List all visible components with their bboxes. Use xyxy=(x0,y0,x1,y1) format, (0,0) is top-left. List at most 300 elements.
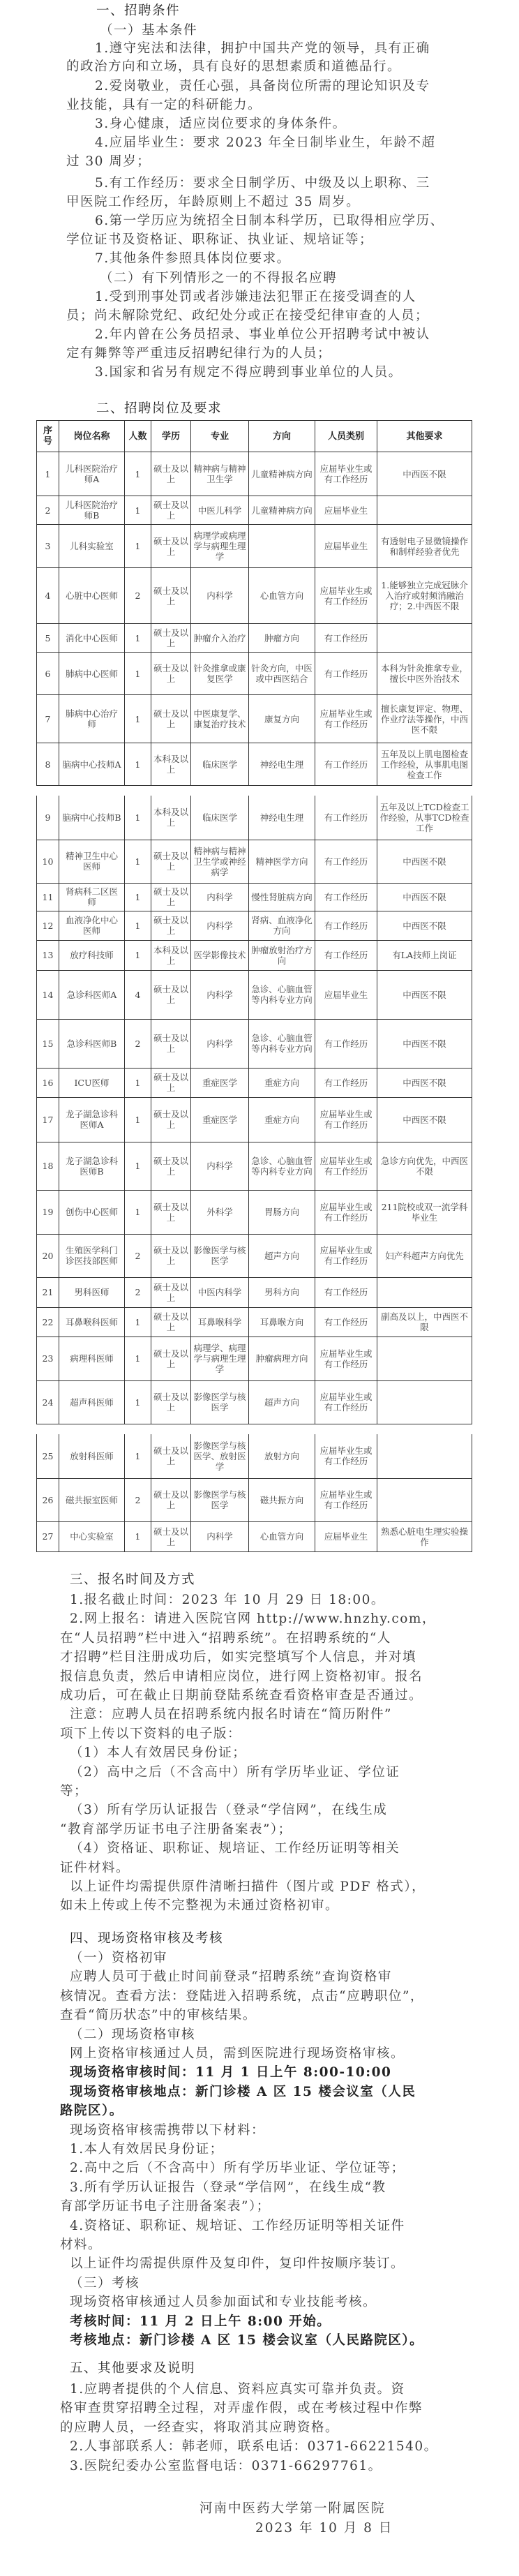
s4-line: 路院区）。 xyxy=(60,2104,123,2119)
cell: 儿科实验室 xyxy=(59,525,125,568)
cell: 2 xyxy=(125,1277,151,1307)
cell: 急诊方向优先，中西医不限 xyxy=(377,1142,472,1190)
cell: 应届毕业生或有工作经历 xyxy=(315,1337,377,1380)
cell: 1 xyxy=(125,452,151,496)
cell: 超声科医师 xyxy=(59,1380,125,1424)
table-row xyxy=(37,1478,472,1521)
header-position: 岗位名称 xyxy=(59,421,125,452)
table-row xyxy=(37,1097,472,1142)
cell: 21 xyxy=(37,1277,59,1307)
cell: 硕士及以上 xyxy=(151,653,191,695)
cell: 精神卫生中心医师 xyxy=(59,840,125,883)
table-row xyxy=(37,970,472,1019)
cell: 应届毕业生 xyxy=(315,1521,377,1551)
cell: 硕士及以上 xyxy=(151,1190,191,1234)
jobs-table-part3 xyxy=(36,1434,472,1552)
s4-line: 现场资格审核通过人员参加面试和专业技能考核。 xyxy=(70,2295,377,2310)
cell: 针灸推拿或康复医学 xyxy=(191,653,249,695)
cell: 中西医不限 xyxy=(377,452,472,496)
s5-line: 2.人事部联系人：韩老师，联系电话：0371-66221540。 xyxy=(70,2439,438,2455)
cell: 急诊科医师A xyxy=(59,970,125,1019)
s4-line: 网上资格审核通过人员，需到医院进行现场资格审核。 xyxy=(70,2046,405,2061)
cell: 放疗科技师 xyxy=(59,940,125,970)
cell: 中西医不限 xyxy=(377,911,472,940)
cell: 硕士及以上 xyxy=(151,1307,191,1337)
cell: 中西医不限 xyxy=(377,970,472,1019)
cell: 重症方向 xyxy=(249,1097,315,1142)
s1b-item2-l1: 2.年内曾在公务员招录、事业单位公开招聘考试中被认 xyxy=(95,327,430,342)
cell: 1 xyxy=(125,496,151,525)
s4-line: 育部学历证书电子注册备案表”）； xyxy=(60,2199,271,2214)
cell: 临床医学 xyxy=(191,743,249,786)
cell: 1 xyxy=(125,1521,151,1551)
cell: 放射科医师 xyxy=(59,1434,125,1478)
cell: 临床医学 xyxy=(191,796,249,840)
cell: 硕士及以上 xyxy=(151,568,191,624)
s1-item6-l2: 学位证书及资格证、职称证、执业证、规培证等； xyxy=(66,232,374,247)
cell: 应届毕业生或有工作经历 xyxy=(315,1234,377,1277)
cell: 应届毕业生 xyxy=(315,970,377,1019)
cell: 1.能够独立完成冠脉介入治疗或射频消融治疗；2.中西医不限 xyxy=(377,568,472,624)
table-row xyxy=(37,452,472,496)
cell: 1 xyxy=(37,452,59,496)
cell: 5 xyxy=(37,624,59,653)
s3-line: （4）资格证、职称证、规培证、工作经历证明等相关 xyxy=(70,1841,400,1856)
cell: 内科学 xyxy=(191,883,249,911)
s3-line: 证件材料。 xyxy=(60,1860,130,1875)
section-3-title: 三、报名时间及方式 xyxy=(70,1572,196,1587)
cell: 磁共振室医师 xyxy=(59,1478,125,1521)
cell: 重症医学 xyxy=(191,1068,249,1097)
cell: 病理学或病理学与病理生理学 xyxy=(191,525,249,568)
cell: 11 xyxy=(37,883,59,911)
cell: 龙子湖急诊科医师B xyxy=(59,1142,125,1190)
cell: 1 xyxy=(125,1142,151,1190)
cell: 1 xyxy=(125,1337,151,1380)
cell: 放射方向 xyxy=(249,1434,315,1478)
s3-line: 注意：应聘人员在招聘系统内报名时请在“简历附件” xyxy=(70,1707,392,1722)
cell: 影像医学与核医学 xyxy=(191,1234,249,1277)
section-5-title: 五、其他要求及说明 xyxy=(70,2361,196,2376)
header-count: 人数 xyxy=(125,421,151,452)
cell: 儿科医院治疗师B xyxy=(59,496,125,525)
cell: 急诊、心脑血管等内科专业方向 xyxy=(249,1142,315,1190)
header-category: 人员类别 xyxy=(315,421,377,452)
s4-line: （二）现场资格审核 xyxy=(70,2027,196,2042)
cell: 17 xyxy=(37,1097,59,1142)
s4-line: 考核地点：新门诊楼 A 区 15 楼会议室（人民路院区）。 xyxy=(70,2333,424,2348)
cell: 硕士及以上 xyxy=(151,1142,191,1190)
table-row xyxy=(37,1380,472,1424)
cell: 耳鼻喉科学 xyxy=(191,1307,249,1337)
s1-item1-l1: 1.遵守宪法和法律，拥护中国共产党的领导，具有正确 xyxy=(95,41,430,56)
s5-line: 的应聘人员，一经查实，将取消其应聘资格。 xyxy=(60,2420,340,2435)
cell: 25 xyxy=(37,1434,59,1478)
s1-item5-l2: 甲医院工作经历，年龄原则上不超过 35 周岁。 xyxy=(66,195,361,209)
cell: 血液净化中心医师 xyxy=(59,911,125,940)
cell xyxy=(377,1380,472,1424)
cell: 外科学 xyxy=(191,1190,249,1234)
cell xyxy=(377,496,472,525)
cell: 病理科医师 xyxy=(59,1337,125,1380)
cell: 硕士及以上 xyxy=(151,1478,191,1521)
cell: 硕士及以上 xyxy=(151,1068,191,1097)
cell: 内科学 xyxy=(191,568,249,624)
s4-line: 查看“简历状态”中的审核结果。 xyxy=(60,2008,257,2023)
cell: 10 xyxy=(37,840,59,883)
table-row xyxy=(37,496,472,525)
cell: 慢性肾脏病方向 xyxy=(249,883,315,911)
cell: 中西医不限 xyxy=(377,840,472,883)
cell: 有工作经历 xyxy=(315,1068,377,1097)
cell: 有LA技师上岗证 xyxy=(377,940,472,970)
table-row xyxy=(37,883,472,911)
s3-line: 等； xyxy=(60,1784,89,1799)
s5-line: 1.应聘者提供的个人信息、资料应真实可靠并负责。资 xyxy=(70,2382,405,2397)
cell: 有工作经历 xyxy=(315,911,377,940)
cell: 儿童精神病方向 xyxy=(249,496,315,525)
cell: 2 xyxy=(125,1234,151,1277)
signature-org: 河南中医药大学第一附属医院 xyxy=(200,2501,386,2516)
cell: 擅长康复评定、物理、作业疗法等操作，中西医不限 xyxy=(377,695,472,743)
table-row xyxy=(37,1277,472,1307)
s1-item2-l1: 2.爱岗敬业，责任心强，具备岗位所需的理论知识及专 xyxy=(95,79,430,94)
cell: 重症医学 xyxy=(191,1097,249,1142)
cell: 1 xyxy=(125,940,151,970)
cell: 耳鼻喉方向 xyxy=(249,1307,315,1337)
s1-item4-l2: 过 30 周岁； xyxy=(66,154,151,169)
cell: 有透射电子显微镜操作和制样经验者优先 xyxy=(377,525,472,568)
cell: 应届毕业生或有工作经历 xyxy=(315,1142,377,1190)
s5-line: 3.医院纪委办公室监督电话：0371-66297761。 xyxy=(70,2458,382,2473)
cell: 肿瘤放射治疗方向 xyxy=(249,940,315,970)
cell xyxy=(377,1478,472,1521)
s1-item4-l1: 4.应届毕业生：要求 2023 年全日制毕业生，年龄不超 xyxy=(95,135,436,150)
cell: 神经电生理 xyxy=(249,743,315,786)
cell: 硕士及以上 xyxy=(151,970,191,1019)
cell xyxy=(377,1434,472,1478)
table-row xyxy=(37,796,472,840)
s3-line: （3）所有学历认证报告（登录“学信网”，在线生成 xyxy=(70,1803,388,1818)
s1-item7: 7.其他条件参照具体岗位要求。 xyxy=(95,251,291,266)
cell: 耳鼻喉科医师 xyxy=(59,1307,125,1337)
cell: 16 xyxy=(37,1068,59,1097)
cell: 内科学 xyxy=(191,1142,249,1190)
jobs-table-part1 xyxy=(36,420,472,786)
cell: 重症方向 xyxy=(249,1068,315,1097)
cell: 18 xyxy=(37,1142,59,1190)
cell: 儿科医院治疗师A xyxy=(59,452,125,496)
cell: 有工作经历 xyxy=(315,1277,377,1307)
table-row xyxy=(37,1337,472,1380)
cell: 中心实验室 xyxy=(59,1521,125,1551)
cell: 本科及以上 xyxy=(151,940,191,970)
cell: 硕士及以上 xyxy=(151,624,191,653)
cell: 五年及以上肌电图检查工作经验，从事肌电图检查工作 xyxy=(377,743,472,786)
s1b-item2-l2: 定有舞弊等严重违反招聘纪律行为的人员； xyxy=(66,346,332,361)
cell: 有工作经历 xyxy=(315,796,377,840)
cell: 本科为针灸推拿专业，擅长中医外治技术 xyxy=(377,653,472,695)
cell: 8 xyxy=(37,743,59,786)
cell: 本科及以上 xyxy=(151,796,191,840)
cell: 神经电生理 xyxy=(249,796,315,840)
section-1-sub2-title: （二）有下列情形之一的不得报名应聘 xyxy=(100,271,338,285)
table-header-row xyxy=(37,421,472,452)
cell: 2 xyxy=(37,496,59,525)
cell: 1 xyxy=(125,624,151,653)
cell: 19 xyxy=(37,1190,59,1234)
table-row xyxy=(37,653,472,695)
header-seq: 序号 xyxy=(37,421,59,452)
cell: 211院校或双一流学科毕业生 xyxy=(377,1190,472,1234)
cell: 急诊科医师B xyxy=(59,1019,125,1068)
table-row xyxy=(37,1142,472,1190)
s3-line: 才招聘”栏目注册成功后，如实完整填写个人信息，并对填 xyxy=(60,1650,416,1665)
s4-line: 材料。 xyxy=(60,2238,103,2252)
signature-date: 2023 年 10 月 8 日 xyxy=(255,2521,393,2536)
cell: 22 xyxy=(37,1307,59,1337)
cell: 硕士及以上 xyxy=(151,1277,191,1307)
cell: 硕士及以上 xyxy=(151,1234,191,1277)
s4-line: 现场资格审核地点：新门诊楼 A 区 15 楼会议室（人民 xyxy=(70,2084,416,2099)
cell: 超声方向 xyxy=(249,1380,315,1424)
cell: 病理学、病理学与病理生理学 xyxy=(191,1337,249,1380)
section-1-sub1-title: （一）基本条件 xyxy=(100,23,198,38)
cell: 心血管方向 xyxy=(249,568,315,624)
cell: 精神病与精神卫生学 xyxy=(191,452,249,496)
cell: 胃肠方向 xyxy=(249,1190,315,1234)
cell: 中西医不限 xyxy=(377,1068,472,1097)
cell: 应届毕业生或有工作经历 xyxy=(315,1478,377,1521)
table-row xyxy=(37,624,472,653)
cell: 男科方向 xyxy=(249,1277,315,1307)
cell: 应届毕业生 xyxy=(315,525,377,568)
cell: 1 xyxy=(125,1097,151,1142)
s4-line: （一）资格初审 xyxy=(70,1951,168,1965)
s3-line: 成功后，可在截止日期前登陆系统查看资格审查是否通过。 xyxy=(60,1688,423,1703)
table-row xyxy=(37,1019,472,1068)
header-other: 其他要求 xyxy=(377,421,472,452)
cell: 中西医不限 xyxy=(377,883,472,911)
cell: 14 xyxy=(37,970,59,1019)
cell: 心脏中心医师 xyxy=(59,568,125,624)
cell: 12 xyxy=(37,911,59,940)
cell: 内科学 xyxy=(191,1019,249,1068)
cell: 肿瘤介入治疗 xyxy=(191,624,249,653)
cell: 7 xyxy=(37,695,59,743)
table-row xyxy=(37,695,472,743)
cell: 消化中心医师 xyxy=(59,624,125,653)
cell: 硕士及以上 xyxy=(151,840,191,883)
cell: 6 xyxy=(37,653,59,695)
table-row xyxy=(37,1434,472,1478)
cell xyxy=(249,525,315,568)
cell: 有工作经历 xyxy=(315,883,377,911)
cell: 1 xyxy=(125,1307,151,1337)
cell: 内科学 xyxy=(191,911,249,940)
cell: 中西医不限 xyxy=(377,1097,472,1142)
cell: 1 xyxy=(125,653,151,695)
cell: 中医康复学、康复治疗技术 xyxy=(191,695,249,743)
table-row xyxy=(37,911,472,940)
table-row xyxy=(37,525,472,568)
cell: 肾病、血液净化方向 xyxy=(249,911,315,940)
cell: 硕士及以上 xyxy=(151,1521,191,1551)
s3-line: 以上证件均需提供原件清晰扫描件（图片或 PDF 格式）， xyxy=(70,1879,426,1894)
s3-line: 2.网上报名：请进入医院官网 http://www.hnzhy.com， xyxy=(70,1611,436,1627)
header-major: 专业 xyxy=(191,421,249,452)
s3-line: （2）高中之后（不含高中）所有学历毕业证、学位证 xyxy=(70,1764,400,1780)
cell: 影像医学与核医学 xyxy=(191,1380,249,1424)
cell: 应届毕业生 xyxy=(315,496,377,525)
cell: 2 xyxy=(125,1478,151,1521)
table-row xyxy=(37,840,472,883)
cell: 针灸方向，中医或中西医结合 xyxy=(249,653,315,695)
cell: 硕士及以上 xyxy=(151,525,191,568)
cell: 硕士及以上 xyxy=(151,496,191,525)
cell: 心血管方向 xyxy=(249,1521,315,1551)
cell: 有工作经历 xyxy=(315,1019,377,1068)
cell: 9 xyxy=(37,796,59,840)
cell: 肾病科二区医师 xyxy=(59,883,125,911)
cell: 应届毕业生或有工作经历 xyxy=(315,1380,377,1424)
cell: 精神病与精神卫生学或神经病学 xyxy=(191,840,249,883)
cell: 急诊、心脑血管等内科专业方向 xyxy=(249,970,315,1019)
jobs-table-part2 xyxy=(36,796,472,1424)
cell: 影像医学与核医学、放射医学 xyxy=(191,1434,249,1478)
cell: 生殖医学科门诊医技部医师 xyxy=(59,1234,125,1277)
cell: 23 xyxy=(37,1337,59,1380)
cell: 15 xyxy=(37,1019,59,1068)
cell: 1 xyxy=(125,883,151,911)
cell: 20 xyxy=(37,1234,59,1277)
s1b-item1-l1: 1.受到刑事处罚或者涉嫌违法犯罪正在接受调查的人 xyxy=(95,290,416,304)
cell: 肿瘤方向 xyxy=(249,624,315,653)
cell: 肺病中心医师 xyxy=(59,653,125,695)
s1-item5-l1: 5.有工作经历：要求全日制学历、中级及以上职称、三 xyxy=(95,176,430,191)
cell: 1 xyxy=(125,1068,151,1097)
cell xyxy=(377,624,472,653)
cell: 副高及以上，中西医不限 xyxy=(377,1307,472,1337)
s3-line: 报信息负责，然后申请相应岗位，进行网上资格初审。报名 xyxy=(60,1669,423,1684)
cell: 24 xyxy=(37,1380,59,1424)
cell: 肺病中心治疗师 xyxy=(59,695,125,743)
cell: 硕士及以上 xyxy=(151,1337,191,1380)
cell xyxy=(377,1277,472,1307)
cell: 1 xyxy=(125,525,151,568)
s4-line: 核情况。查看方法：登陆进入招聘系统，点击“应聘职位”， xyxy=(60,1988,424,2004)
cell: ICU医师 xyxy=(59,1068,125,1097)
cell: 应届毕业生或有工作经历 xyxy=(315,452,377,496)
cell: 硕士及以上 xyxy=(151,452,191,496)
s4-line: （三）考核 xyxy=(70,2275,140,2291)
s3-line: 如未上传或上传不完整视为未通过资格初审。 xyxy=(60,1898,340,1914)
cell: 妇产科超声方向优先 xyxy=(377,1234,472,1277)
s4-line: 1.本人有效居民身份证； xyxy=(70,2142,224,2157)
cell: 2 xyxy=(125,1019,151,1068)
cell: 龙子湖急诊科医师A xyxy=(59,1097,125,1142)
cell: 27 xyxy=(37,1521,59,1551)
cell: 男科医师 xyxy=(59,1277,125,1307)
table-row xyxy=(37,940,472,970)
cell: 熟悉心脏电生理实验操作 xyxy=(377,1521,472,1551)
cell: 1 xyxy=(125,911,151,940)
cell: 1 xyxy=(125,840,151,883)
s4-line: 2.高中之后（不含高中）所有学历毕业证、学位证等； xyxy=(70,2161,405,2176)
cell: 中医儿科学 xyxy=(191,496,249,525)
s3-line: 在“人员招聘”栏中进入“招聘系统”。在招聘系统的“人 xyxy=(60,1630,391,1646)
cell: 有工作经历 xyxy=(315,840,377,883)
s1b-item3: 3.国家和省另有规定不得应聘到事业单位的人员。 xyxy=(95,365,403,380)
cell: 3 xyxy=(37,525,59,568)
cell: 脑病中心技师A xyxy=(59,743,125,786)
cell: 本科及以上 xyxy=(151,743,191,786)
header-education: 学历 xyxy=(151,421,191,452)
cell: 4 xyxy=(125,970,151,1019)
table-row xyxy=(37,1068,472,1097)
cell: 超声方向 xyxy=(249,1234,315,1277)
cell: 精神医学方向 xyxy=(249,840,315,883)
cell: 应届毕业生或有工作经历 xyxy=(315,568,377,624)
cell: 硕士及以上 xyxy=(151,883,191,911)
cell: 内科学 xyxy=(191,1521,249,1551)
section-1-title: 一、招聘条件 xyxy=(96,3,181,18)
cell: 中西医不限 xyxy=(377,1019,472,1068)
cell: 中医内科学 xyxy=(191,1277,249,1307)
cell: 儿童精神病方向 xyxy=(249,452,315,496)
table-row xyxy=(37,1234,472,1277)
table-row xyxy=(37,568,472,624)
cell: 内科学 xyxy=(191,970,249,1019)
s4-line: 3.所有学历认证报告（登录“学信网”，在线生成“教 xyxy=(70,2180,386,2195)
s4-line: 4.资格证、职称证、规培证、工作经历证明等相关证件 xyxy=(70,2218,405,2233)
cell: 1 xyxy=(125,1190,151,1234)
table-row xyxy=(37,1521,472,1551)
cell: 4 xyxy=(37,568,59,624)
cell: 硕士及以上 xyxy=(151,695,191,743)
cell: 硕士及以上 xyxy=(151,1380,191,1424)
cell: 应届毕业生或有工作经历 xyxy=(315,1097,377,1142)
header-direction: 方向 xyxy=(249,421,315,452)
cell: 1 xyxy=(125,743,151,786)
cell: 康复方向 xyxy=(249,695,315,743)
section-4-title: 四、现场资格审核及考核 xyxy=(70,1931,224,1946)
cell: 有工作经历 xyxy=(315,743,377,786)
cell: 有工作经历 xyxy=(315,940,377,970)
cell: 肿瘤病理方向 xyxy=(249,1337,315,1380)
cell: 磁共振方向 xyxy=(249,1478,315,1521)
cell: 13 xyxy=(37,940,59,970)
cell: 应届毕业生或有工作经历 xyxy=(315,1434,377,1478)
s4-line: 应聘人员可于截止时间前登录“招聘系统”查询资格审 xyxy=(70,1970,392,1985)
section-2-title: 二、招聘岗位及要求 xyxy=(96,401,223,416)
table-row xyxy=(37,1190,472,1234)
s1b-item1-l2: 员；尚未解除党纪、政纪处分或正在接受纪律审查的人员； xyxy=(66,308,430,323)
cell: 硕士及以上 xyxy=(151,1434,191,1478)
s3-line: （1）本人有效居民身份证； xyxy=(70,1745,247,1761)
cell: 医学影像技术 xyxy=(191,940,249,970)
s3-line: 1.报名截止时间：2023 年 10 月 29 日 18:00。 xyxy=(70,1593,385,1607)
s3-line: 项下上传以下资料的电子版： xyxy=(60,1726,242,1741)
s1-item6-l1: 6.第一学历应为统招全日制本科学历，已取得相应学历、 xyxy=(95,214,444,228)
cell: 有工作经历 xyxy=(315,1307,377,1337)
s4-line: 考核时间：11 月 2 日上午 8:00 开始。 xyxy=(70,2314,331,2329)
s1-item3: 3.身心健康，适应岗位要求的身体条件。 xyxy=(95,117,347,131)
cell: 1 xyxy=(125,1434,151,1478)
cell: 影像医学与核医学 xyxy=(191,1478,249,1521)
cell xyxy=(377,1337,472,1380)
s3-line: “教育部学历证书电子注册备案表”）； xyxy=(60,1822,292,1837)
